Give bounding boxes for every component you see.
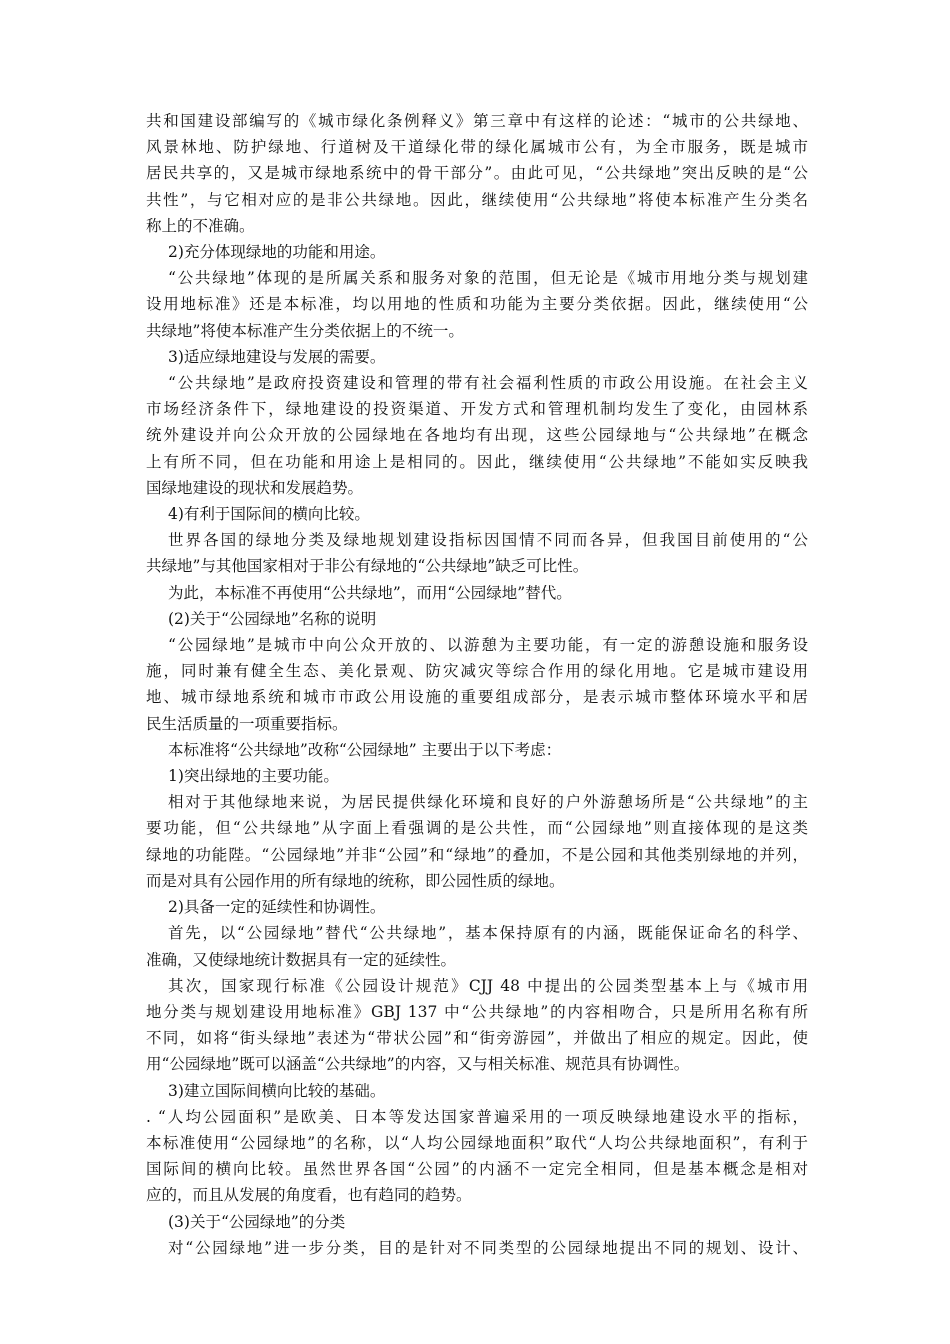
paragraph-line: 应的，而且从发展的角度看，也有趋同的趋势。 <box>146 1186 472 1205</box>
paragraph-line: 要功能，但“公共绿地”从字面上看强调的是公共性，而“公园绿地”则直接体现的是这类 <box>146 819 808 838</box>
paragraph-line: 民生活质量的一项重要指标。 <box>146 714 348 733</box>
section-heading-line: 3)适应绿地建设与发展的需要。 <box>168 347 386 366</box>
paragraph-line: 设用地标准》还是本标准，均以用地的性质和功能为主要分类依据。因此，继续使用“公 <box>146 295 808 314</box>
paragraph-line: 不同，如将“街头绿地”表述为“带状公园”和“街旁游园”，并做出了相应的规定。因此，使 <box>146 1029 808 1048</box>
paragraph-line: 地分类与规划建设用地标准》GBJ 137 中“公共绿地”的内容相吻合，只是所用名称有所 <box>146 1002 808 1021</box>
paragraph-line: 风景林地、防护绿地、行道树及干道绿化带的绿化属城市公有，为全市服务，既是城市 <box>146 138 808 157</box>
paragraph-line: 国际间的横向比较。虽然世界各国“公园”的内涵不一定完全相同，但是基本概念是相对 <box>146 1160 808 1179</box>
document-body <box>146 108 808 1261</box>
section-heading-line: 4)有利于国际间的横向比较。 <box>168 505 370 524</box>
paragraph-line: 共和国建设部编写的《城市绿化条例释义》第三章中有这样的论述：“城市的公共绿地、 <box>146 112 808 130</box>
paragraph-line: 相对于其他绿地来说，为居民提供绿化环境和良好的户外游憩场所是“公共绿地”的主 <box>168 793 808 812</box>
section-heading-line: 3)建立国际间横向比较的基础。 <box>168 1081 386 1100</box>
paragraph-line: 共绿地”与其他国家相对于非公有绿地的“公共绿地”缺乏可比性。 <box>146 557 589 576</box>
section-heading-line: 本标准将“公共绿地”改称“公园绿地” 主要出于以下考虑： <box>168 740 562 759</box>
section-heading-line: 2)具备一定的延续性和协调性。 <box>168 898 386 917</box>
paragraph-line: 绿地的功能陛。“公园绿地”并非“公园”和“绿地”的叠加，不是公园和其他类别绿地的并列， <box>146 845 808 864</box>
paragraph-line: 本标准使用“公园绿地”的名称，以“人均公园绿地面积”取代“人均公共绿地面积”，有利于 <box>146 1133 808 1152</box>
paragraph-line: 共性”，与它相对应的是非公共绿地。因此，继续使用“公共绿地”将使本标准产生分类名 <box>146 190 808 209</box>
paragraph-line: 对“公园绿地”进一步分类，目的是针对不同类型的公园绿地提出不同的规划、设计、 <box>168 1238 808 1257</box>
paragraph-line: 而是对具有公园作用的所有绿地的统称，即公园性质的绿地。 <box>146 871 565 890</box>
paragraph-line: 共绿地”将使本标准产生分类依据上的不统一。 <box>146 321 464 340</box>
paragraph-line: . “人均公园面积”是欧美、日本等发达国家普遍采用的一项反映绿地建设水平的指标， <box>146 1107 808 1126</box>
paragraph-line: 上有所不同，但在功能和用途上是相同的。因此，继续使用“公共绿地”不能如实反映我 <box>146 452 808 471</box>
paragraph-line: 地、城市绿地系统和城市市政公用设施的重要组成部分，是表示城市整体环境水平和居 <box>146 688 808 707</box>
paragraph-line: “公共绿地”是政府投资建设和管理的带有社会福利性质的市政公用设施。在社会主义 <box>168 374 808 393</box>
paragraph-line: 其次，国家现行标准《公园设计规范》CJJ 48 中提出的公园类型基本上与《城市用 <box>168 976 808 995</box>
paragraph-line: 准确，又使绿地统计数据具有一定的延续性。 <box>146 950 457 969</box>
section-heading-line: 1)突出绿地的主要功能。 <box>168 767 339 786</box>
paragraph-line: 国绿地建设的现状和发展趋势。 <box>146 478 364 497</box>
paragraph-line: 称上的不准确。 <box>146 216 255 235</box>
paragraph-line: “公共绿地”体现的是所属关系和服务对象的范围，但无论是《城市用地分类与规划建 <box>168 269 808 288</box>
paragraph-line: 世界各国的绿地分类及绿地规划建设指标因国情不同而各异，但我国目前使用的“公 <box>168 531 808 550</box>
paragraph-line: 施，同时兼有健全生态、美化景观、防灾减灾等综合作用的绿化用地。它是城市建设用 <box>146 662 808 681</box>
paragraph-line: 市场经济条件下，绿地建设的投资渠道、开发方式和管理机制均发生了变化，由园林系 <box>146 400 808 419</box>
paragraph-line: 用“公园绿地”既可以涵盖“公共绿地”的内容，又与相关标准、规范具有协调性。 <box>146 1055 690 1074</box>
section-heading-line: (2)关于“公园绿地”名称的说明 <box>168 609 377 628</box>
section-heading-line: 为此，本标准不再使用“公共绿地”，而用“公园绿地”替代。 <box>168 583 572 602</box>
section-heading-line: 2)充分体现绿地的功能和用途。 <box>168 243 386 262</box>
paragraph-line: 居民共享的，又是城市绿地系统中的骨干部分”。由此可见，“公共绿地”突出反映的是“公 <box>146 164 808 183</box>
section-heading-line: (3)关于“公园绿地”的分类 <box>168 1212 346 1231</box>
paragraph-line: 首先，以“公园绿地”替代“公共绿地”，基本保持原有的内涵，既能保证命名的科学、 <box>168 924 808 943</box>
paragraph-line: “公园绿地”是城市中向公众开放的、以游憩为主要功能，有一定的游憩设施和服务设 <box>168 636 808 655</box>
paragraph-line: 统外建设并向公众开放的公园绿地在各地均有出现，这些公园绿地与“公共绿地”在概念 <box>146 426 808 445</box>
